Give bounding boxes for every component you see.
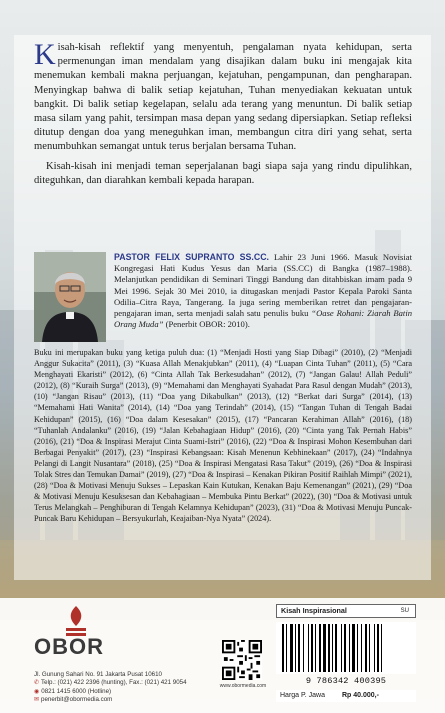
contact-hotline: ◉ 0821 1415 6000 (Hotline) (34, 687, 112, 695)
barcode-icon (276, 622, 416, 674)
publisher-contact (34, 671, 224, 704)
author-bio-publisher: (Penerbit OBOR: 2010). (165, 319, 250, 330)
author-portrait-icon (34, 252, 106, 342)
author-photo (34, 252, 106, 342)
genre-text: Kisah Inspirasional (281, 606, 347, 615)
author-bio-book-title: “Oase Rohani: Ziarah Batin Orang Muda” (114, 308, 413, 330)
books-list: Buku ini merupakan buku yang ketiga puluh dua: (1) “Menjadi Hosti yang Siap Dibagi” (2010), (2) “Menjadi Anggur Sukacita” (2011), (3) “Kuasa Allah Menakjubkan” (2011), (4) “Luapan Cinta Tuhan” (2011), (5) “Cara Menghayati Ekaristi” (2012), (6) “Cinta Allah Tak Berkesudahan” (2012), (7) “Jangan Galau! Allah Peduli” (2012), (8) “Kuraih Surga” (2013), (9) “Memahami dan Menghayati Syahadat Para Rasul dengan Mudah” (2013), (10) “Jangan Risau” (2013), (11) “Doa yang Dikabulkan” (2013), (12) “Berkat dari Surga” (2014), (13) “Memahami Hati Wanita” (2014), (14) “Doa yang Terindah” (2014), (15) “Tangan Tuhan di Tengah Badai Kehidupan” (2015), (16) “Doa dalam Kesesakan” (2015), (17) “Pancaran Kerahiman Allah” (2016), (18) “Tuhanlah Andalanku” (2016), (19) “Jalan Kebahagiaan Hidup” (2016), (20) “Cinta yang Tak Pernah Habis” (2016), (21) “Doa & Inspirasi Merajut Cinta Suami-Istri” (2016), (22) “Doa & Inspirasi Mohon Kesembuhan dari Berbagai Penyakit” (2017), (23) “Inspirasi Kebangsaan: Kisah Menenun Kebhinekaan” (2017), (24) “Indahnya Pelangi di Langit Nusantara” (2018), (25) “Doa & Inspirasi Mengatasi Rasa Takut” (2019), (26) “Doa & Inspirasi Tolak Stres dan Temukan Damai” (2019), (27) “Doa & Inspirasi – Kenakan Pikiran Positif Raihlah Mimpi” (2021), (28) “Doa & Motivasi Menuju Sukses – Lepaskan Kain Kutukan, Kenakan Baju Kemenangan” (2021), (29) “Doa & Motivasi Menuju Kesuksesan dan Kebahagiaan – Membuka Pintu Berkat” (2022), (30) “Doa & Motivasi untuk Terus Melangkah – Penghiburan di Tengah Kelamnya Kehidupan” (2023), (31) “Doa & Motivasi Menuju Puncak-Puncak Baru Kehidupan – Bersyukurlah, Keajaiban-Nya Nyata” (2024). (34, 348, 412, 524)
genre-label (276, 604, 416, 618)
author-bio-text: Lahir 23 Juni 1966. Masuk Novisiat Kongregasi Hati Kudus Yesus dan Maria (SS.CC) di Bangka (1987–1988). Melanjutkan pendidikan di Seminari Tinggi Bandung dan ditahbiskan imam pada 9 Mei 1996. Sejak 30 Mei 2010, ia ditugaskan menjadi Pastor Kepala Paroki Santa Odilia–Citra Raya, Tangerang. Ia juga sering memberikan retret dan pengajaran-pengajaran iman, serta menjadi salah satu penulis buku (114, 252, 412, 319)
price-box (276, 690, 416, 702)
whatsapp-icon: ◉ (34, 688, 40, 695)
publisher-name: OBOR (34, 634, 104, 659)
email-icon: ✉ (34, 696, 40, 703)
synopsis-text: isah-kisah reflektif yang menyentuh, pengalaman nyata kehidupan, serta permenungan iman mendalam yang disajikan dalam buku ini mengajak kita menemukan kembali makna perjuangan, kejatuhan, pengampunan, dan pengharapan. Menyingkap bahwa di balik setiap kejatuhan, Tuhan menyediakan kekuatan untuk bangkit. Di balik setiap kegelapan, selalu ada terang yang menuntun. Di balik setiap masa silam yang pahit, tersimpan masa depan yang sedang dipersiapkan. Setiap refleksi ditutup dengan doa yang meneguhkan iman, membangun citra diri yang sehat, serta menumbuhkan semangat untuk terus berjalan bersama Tuhan. (34, 42, 412, 153)
synopsis (34, 38, 412, 193)
genre-code: SU (400, 608, 409, 614)
drop-cap: K (34, 38, 56, 71)
author-name: PASTOR FELIX SUPRANTO SS.CC. (114, 252, 269, 262)
author-bio (114, 252, 412, 330)
book-info-box (276, 604, 416, 704)
isbn-number: 9 786342 400395 (305, 676, 387, 686)
contact-email: ✉ penerbit@obormedia.com (34, 695, 113, 703)
torch-flame-icon (62, 604, 90, 638)
qr-code-icon (222, 640, 262, 680)
synopsis-paragraph-1 (34, 38, 412, 155)
price-label: Harga P. Jawa (280, 692, 326, 699)
contact-address: Jl. Gunung Sahari No. 91 Jakarta Pusat 10610 (34, 671, 162, 678)
synopsis-paragraph-2: Kisah-kisah ini menjadi teman seperjalanan bagi siapa saja yang rindu dipulihkan, diteguhkan, dan diarahkan kembali kepada harapan. (34, 160, 412, 186)
price-value: Rp 40.000,- (342, 692, 379, 699)
contact-phone: ✆ Telp.: (021) 422 2396 (hunting), Fax.: (021) 421 9054 (34, 679, 187, 687)
publisher-website: www.obormedia.com (219, 683, 267, 689)
phone-icon: ✆ (34, 680, 40, 687)
